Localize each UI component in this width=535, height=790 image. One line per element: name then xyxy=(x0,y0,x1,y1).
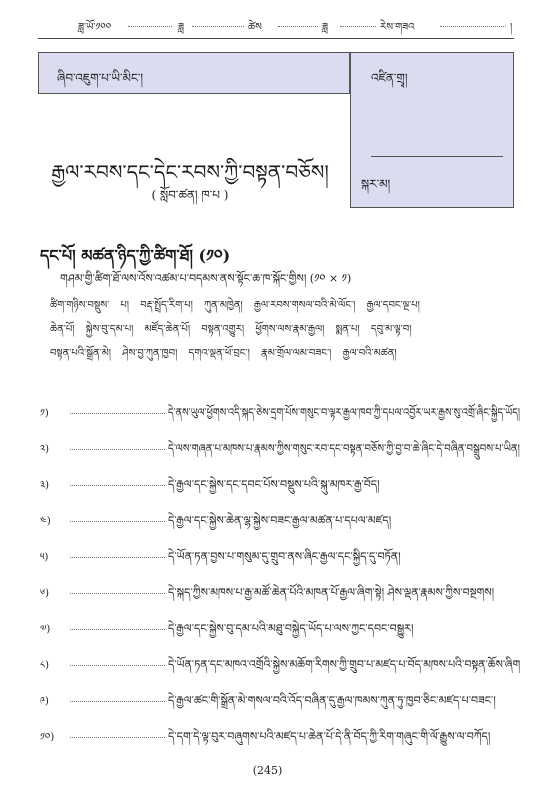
header-item-1: ཟླ་ཡོ་༡༠༠ xyxy=(78,22,112,33)
fill-dots xyxy=(128,26,172,27)
score-line xyxy=(371,156,503,157)
page-number: (245) xyxy=(252,764,283,777)
answer-blank[interactable] xyxy=(70,485,165,486)
fill-dots xyxy=(340,26,376,27)
answer-blank[interactable] xyxy=(70,449,165,450)
question-text: དེ་ཡོན་ཏན་བྱས་པ་གསུམ་དུ་གྲུབ་ནས་ཞིང་རྒྱལ་དང་སྐྱིད་དུ་བཏོན། xyxy=(168,550,401,563)
question-number: ༣) xyxy=(40,480,50,491)
question-number: ༦) xyxy=(40,588,50,599)
question-text: དེ་རྒྱལ་དང་སྐྱེས་བུ་དམ་པའི་མཐུ་བསྐྱེད་ཡོད་པ་ལས་ཀྱང་དབང་བསྒྱུར། xyxy=(168,622,414,635)
header-item-4: ཟླ xyxy=(322,22,328,33)
answer-blank[interactable] xyxy=(70,629,165,630)
question-number: ༩) xyxy=(40,696,49,707)
class-label: འཛིན་གྲྭ། xyxy=(371,71,408,85)
answer-blank[interactable] xyxy=(70,593,165,594)
question-number: ༡) xyxy=(40,408,49,419)
score-label: སྐར་མ། xyxy=(361,177,391,191)
word-bank-line-3: བསྟན་པའི་སྒྲོན་མེ། ཤེས་བྱ་ཀུན་ཁྱབ། དགའ་ལྡན་ཕོ་བྲང་། རྣམ་གྲོལ་ལམ་བཟང་། རྒྱལ་བའི་མཚན། xyxy=(50,348,397,359)
header-item-5: རེས་གཟའ xyxy=(380,22,415,33)
answer-blank[interactable] xyxy=(70,413,165,414)
section-instruction: གཤམ་གྱི་ཚིག་ཐོ་ལས་འོས་འཚམ་པ་བདམས་ནས་སྟོང་ཆ་ཁ་སྐོང་གྱིས། (༡༠ × ༡) xyxy=(60,272,352,285)
answer-blank[interactable] xyxy=(70,521,165,522)
header-bar xyxy=(0,10,535,36)
word-bank-line-1: ཚིག་གཉིས་བསྡུས་ པ། བརྡ་སྤྲོད་རིག་པ། ཀུན་མཁྱེན། རྒྱལ་རབས་གསལ་བའི་མེ་ལོང་། རྒྱལ་དབང་ལྔ་པ། xyxy=(50,300,420,311)
fill-dots xyxy=(440,26,506,27)
question-text: དེ་རྒྱལ་ཚང་གི་སྒྲོན་མེ་གསལ་བའི་འོད་བཞིན་དུ་རྒྱལ་ཁམས་ཀུན་ཏུ་ཁྱབ་ཅིང་མཛད་པ་བཟང་། xyxy=(168,694,496,707)
answer-blank[interactable] xyxy=(70,557,165,558)
question-text: དེ་ལས་གཞན་པ་མཁས་པ་རྣམས་ཀྱིས་གསུང་རབ་དང་བསྟན་བཅོས་ཀྱི་བྱ་བ་ཆེ་ཞིང་དེ་བཞིན་བསྒྲུབས་པ་ཡིན། xyxy=(168,442,520,455)
worksheet-subtitle: ( སློབ་ཚན། ཁ་པ ) xyxy=(151,188,229,202)
question-number: ༢) xyxy=(40,444,50,455)
question-text: དེ་དག་དེ་ལྟ་བུར་བཞུགས་པའི་མཛད་པ་ཆེན་པོ་དེ་ནི་བོད་ཀྱི་རིག་གཞུང་གི་ལོ་རྒྱུས་ལ་བཀོད། xyxy=(168,730,491,743)
answer-blank[interactable] xyxy=(70,701,165,702)
student-name-box[interactable] xyxy=(38,52,350,94)
section-heading: དང་པོ། མཚན་ཉིད་ཀྱི་ཚིག་ཐོ། (༡༠) xyxy=(40,246,231,265)
question-number: ༤) xyxy=(40,516,51,527)
fill-dots xyxy=(192,26,244,27)
header-end-mark: ། xyxy=(510,22,513,33)
question-text: དེ་སྐད་ཀྱིས་མཁས་པ་རྒྱ་མཚོ་ཆེན་པོའི་མཁན་པོ་རྒྱལ་ཞིག་སྟེ། ཤེས་ལྡན་རྣམས་ཀྱིས་བསྔགས། xyxy=(168,586,495,599)
question-text: དེ་ཡོན་ཏན་དང་མཁའ་འགྲོའི་སྐྱེས་མཆོག་རིགས་ཀྱི་གྲུབ་པ་མཛད་པ་བོད་མཁས་པའི་བསྟན་ཆོས་ཞིག xyxy=(168,658,521,671)
worksheet-title: རྒྱལ་རབས་དང་དེང་རབས་ཀྱི་བསྟན་བཅོས། xyxy=(51,160,329,184)
question-number: ༥) xyxy=(40,552,49,563)
name-label: ཞིབ་འཇུག་པ་ཡི་མིང་། xyxy=(57,71,144,85)
fill-dots xyxy=(278,26,318,27)
header-item-2: ཟླ xyxy=(178,22,184,33)
question-text: དེ་རྒྱལ་དང་སྐྱེས་ཆེན་ལྷ་སྐྱེས་བཟང་རྒྱལ་མཚན་པ་དཔལ་མཛད། xyxy=(168,514,392,527)
question-text: དེ་ནས་ཡུལ་ཕྱོགས་འདི་སྐད་ཅེས་དྲག་པོས་གསུང་བ་ལྟར་རྒྱལ་ཁབ་ཀྱི་དཔལ་འབྱོར་ཡར་རྒྱས་སུ་འགྲོ་ཞིང་སྐྱིད་ཡོད། xyxy=(168,406,520,419)
question-number: ༨) xyxy=(40,660,49,671)
word-bank-line-2: ཆེན་པོ། སྐྱེས་བུ་དམ་པ། མཛོད་ཆེན་པོ། བསྟན་འགྱུར། ཕྱོགས་ལས་རྣམ་རྒྱལ། སྨན་པ། དབུ་མ་ལྟ་བ། xyxy=(50,324,412,335)
answer-blank[interactable] xyxy=(70,737,165,738)
answer-blank[interactable] xyxy=(70,665,165,666)
question-number: ༡༠) xyxy=(40,732,55,743)
question-text: དེ་རྒྱལ་དང་སྐྱེས་དང་དབང་པོས་བསྡུས་པའི་སྐུ་མཁར་རྒྱ་བོད། xyxy=(168,478,380,491)
header-item-3: ཚེས xyxy=(248,22,262,33)
header-divider xyxy=(38,38,514,39)
class-score-box[interactable] xyxy=(350,52,514,208)
question-number: ༧) xyxy=(40,624,51,635)
